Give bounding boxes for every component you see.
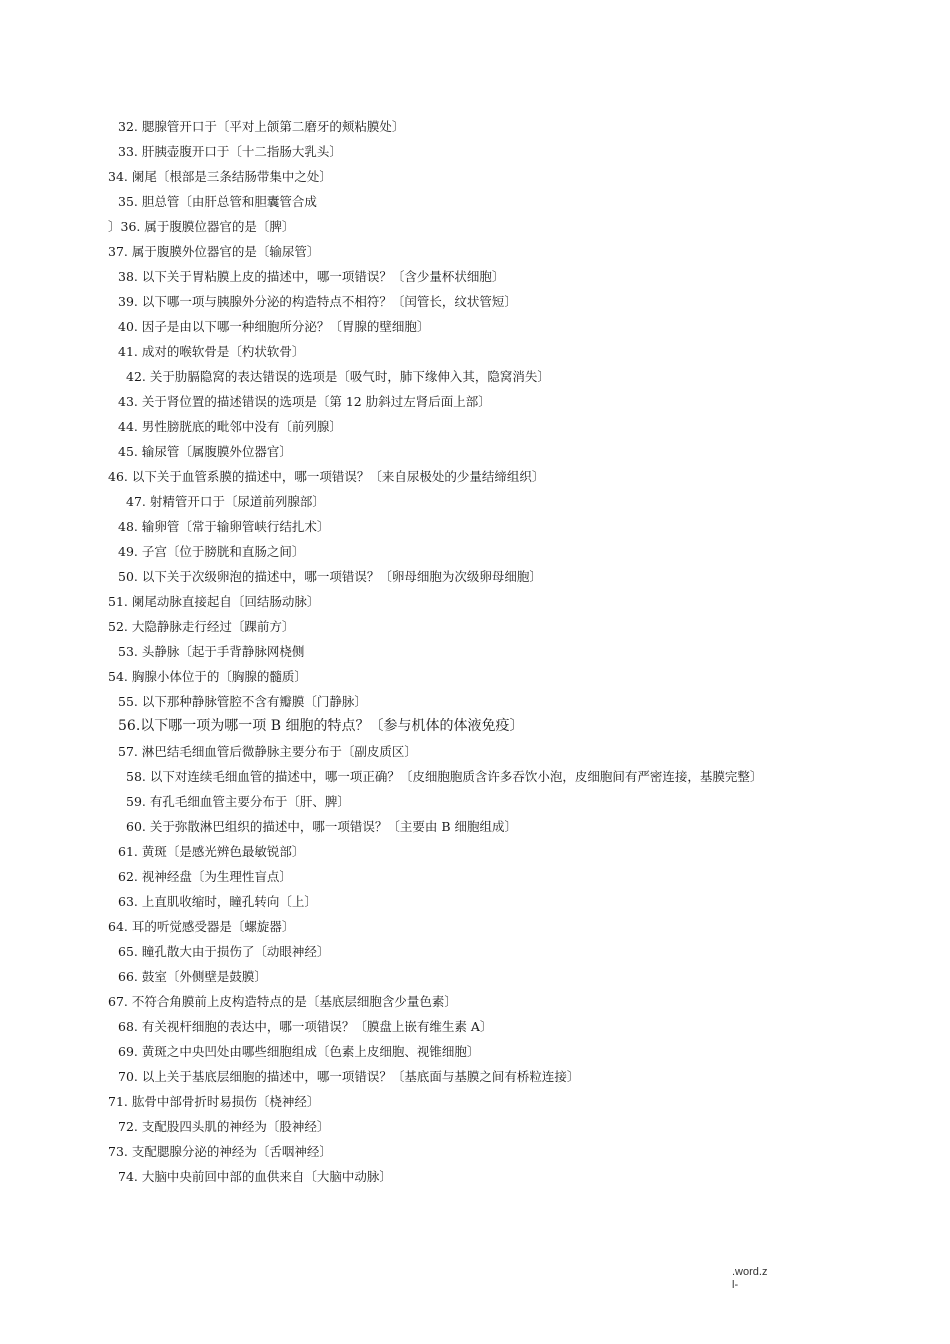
question-line: 61. 黄斑〔是感光辨色最敏锐部〕 — [118, 844, 305, 859]
question-line: 59. 有孔毛细血管主要分布于〔肝、脾〕 — [126, 794, 350, 809]
question-line: 68. 有关视杆细胞的表达中，哪一项错误？〔膜盘上嵌有维生素 A〕 — [118, 1019, 493, 1034]
question-line: 49. 子宫〔位于膀胱和直肠之间〕 — [118, 544, 305, 559]
question-line: 60. 关于弥散淋巴组织的描述中，哪一项错误？〔主要由 B 细胞组成〕 — [126, 819, 517, 834]
question-line: 48. 输卵管〔常于输卵管峡行结扎术〕 — [118, 519, 330, 534]
question-line: 46. 以下关于血管系膜的描述中，哪一项错误？〔来自尿极处的少量结缔组织〕 — [108, 469, 545, 484]
question-line: 44. 男性膀胱底的毗邻中没有〔前列腺〕 — [118, 419, 342, 434]
question-line: 38. 以下关于胃粘膜上皮的描述中，哪一项错误？〔含少量杯状细胞〕 — [118, 269, 505, 284]
question-line: 33. 肝胰壶腹开口于〔十二指肠大乳头〕 — [118, 144, 342, 159]
question-line: 42. 关于肋膈隐窝的表达错误的选项是〔吸气时，肺下缘伸入其，隐窝消失〕 — [126, 369, 550, 384]
question-line: 〕36. 属于腹膜位器官的是〔脾〕 — [108, 219, 295, 234]
question-line: 66. 鼓室〔外侧壁是鼓膜〕 — [118, 969, 267, 984]
question-line: 43. 关于肾位置的描述错误的选项是〔第 12 肋斜过左肾后面上部〕 — [118, 394, 491, 409]
question-line: 54. 胸腺小体位于的〔胸腺的髓质〕 — [108, 669, 307, 684]
question-line: 63. 上直肌收缩时，瞳孔转向〔上〕 — [118, 894, 317, 909]
footer-line-1: .word.z — [732, 1266, 768, 1278]
question-line: 56.以下哪一项为哪一项 B 细胞的特点？〔参与机体的体液免疫〕 — [118, 718, 524, 734]
question-line: 71. 肱骨中部骨折时易损伤〔桡神经〕 — [108, 1094, 320, 1109]
question-line: 55. 以下那种静脉管腔不含有瓣膜〔门静脉〕 — [118, 694, 367, 709]
question-line: 73. 支配腮腺分泌的神经为〔舌咽神经〕 — [108, 1144, 332, 1159]
page-footer — [732, 1266, 767, 1292]
question-line: 72. 支配股四头肌的神经为〔股神经〕 — [118, 1119, 330, 1134]
question-line: 65. 瞳孔散大由于损伤了〔动眼神经〕 — [118, 944, 330, 959]
question-line: 35. 胆总管〔由肝总管和胆囊管合成 — [118, 194, 317, 209]
question-line: 51. 阑尾动脉直接起自〔回结肠动脉〕 — [108, 594, 320, 609]
question-line: 52. 大隐静脉走行经过〔踝前方〕 — [108, 619, 295, 634]
question-line: 50. 以下关于次级卵泡的描述中，哪一项错误？〔卵母细胞为次级卵母细胞〕 — [118, 569, 542, 584]
question-line: 45. 输尿管〔属腹膜外位器官〕 — [118, 444, 292, 459]
question-line: 47. 射精管开口于〔尿道前列腺部〕 — [126, 494, 325, 509]
question-line: 69. 黄斑之中央凹处由哪些细胞组成〔色素上皮细胞、视锥细胞〕 — [118, 1044, 480, 1059]
question-line: 53. 头静脉〔起于手背静脉网桡侧 — [118, 644, 305, 659]
question-line: 64. 耳的听觉感受器是〔螺旋器〕 — [108, 919, 295, 934]
question-line: 37. 属于腹膜外位器官的是〔输尿管〕 — [108, 244, 320, 259]
question-line: 41. 成对的喉软骨是〔杓状软骨〕 — [118, 344, 305, 359]
footer-line-2: l- — [732, 1279, 739, 1291]
question-line: 57. 淋巴结毛细血管后微静脉主要分布于〔副皮质区〕 — [118, 744, 417, 759]
question-line: 34. 阑尾〔根部是三条结肠带集中之处〕 — [108, 169, 332, 184]
question-line: 40. 因子是由以下哪一种细胞所分泌？〔胃腺的壁细胞〕 — [118, 319, 430, 334]
question-line: 70. 以上关于基底层细胞的描述中，哪一项错误？〔基底面与基膜之间有桥粒连接〕 — [118, 1069, 580, 1084]
question-line: 74. 大脑中央前回中部的血供来自〔大脑中动脉〕 — [118, 1169, 392, 1184]
question-line: 62. 视神经盘〔为生理性盲点〕 — [118, 869, 292, 884]
question-line: 39. 以下哪一项与胰腺外分泌的构造特点不相符？〔闰管长，纹状管短〕 — [118, 294, 517, 309]
question-list — [0, 114, 950, 1189]
question-line: 58. 以下对连续毛细血管的描述中，哪一项正确？〔皮细胞胞质含许多吞饮小泡，皮细胞间有严密连接，基膜完整〕 — [126, 769, 763, 784]
question-line: 67. 不符合角膜前上皮构造特点的是〔基底层细胞含少量色素〕 — [108, 994, 457, 1009]
question-line: 32. 腮腺管开口于〔平对上颌第二磨牙的颊粘膜处〕 — [118, 119, 405, 134]
